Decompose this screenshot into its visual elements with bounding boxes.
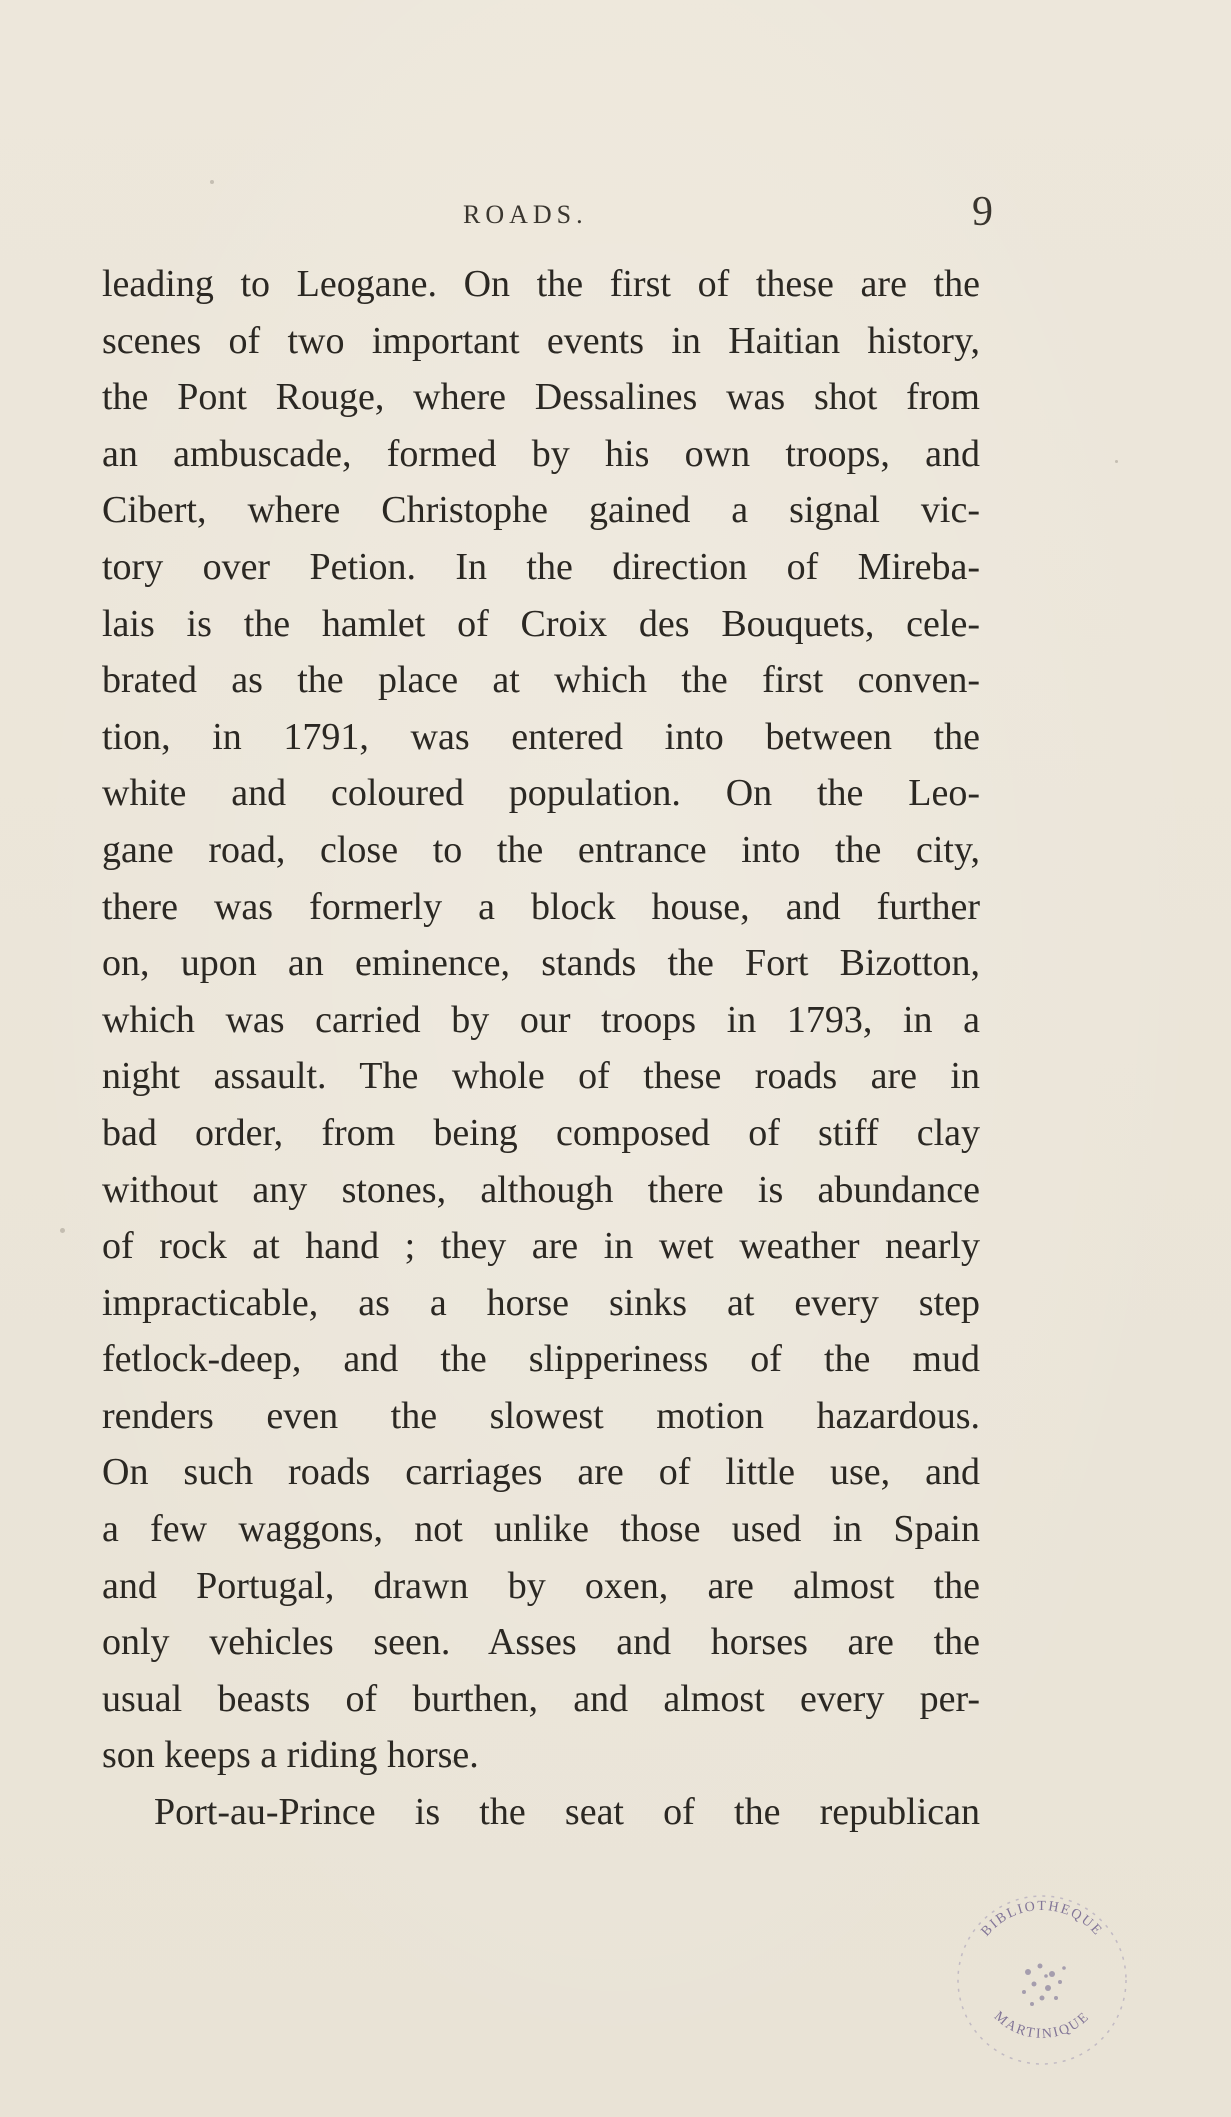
- text-line: night assault. The whole of these roads are in: [102, 1055, 980, 1098]
- stamp-top-text: BIBLIOTHEQUE: [978, 1898, 1106, 1940]
- text-line: of rock at hand ; they are in wet weather nearly: [102, 1225, 980, 1268]
- text-line: without any stones, although there is abundance: [102, 1168, 980, 1211]
- paragraph-start-line: Port-au-Prince is the seat of the republican: [154, 1791, 980, 1834]
- text-line: tion, in 1791, was entered into between the: [102, 715, 980, 758]
- text-line: lais is the hamlet of Croix des Bouquets, cele-: [102, 602, 980, 645]
- page-number: 9: [972, 189, 993, 235]
- text-line: leading to Leogane. On the first of these are the: [102, 263, 980, 305]
- text-line: Cibert, where Christophe gained a signal vic-: [102, 489, 980, 532]
- paper-speck: [60, 1228, 65, 1233]
- text-line: fetlock-deep, and the slipperiness of the mud: [102, 1338, 980, 1381]
- svg-text:BIBLIOTHEQUE: [979, 1899, 1106, 1939]
- text-line: usual beasts of burthen, and almost every per-: [102, 1677, 980, 1720]
- text-line: brated as the place at which the first conven-: [102, 659, 980, 702]
- paper-speck: [1115, 460, 1118, 463]
- text-line: which was carried by our troops in 1793, in a: [102, 998, 980, 1041]
- text-line: white and coloured population. On the Leo-: [102, 772, 980, 815]
- text-line: renders even the slowest motion hazardous.: [102, 1394, 980, 1437]
- library-stamp-seal: [948, 1880, 1136, 2068]
- library-stamp: [948, 1880, 1136, 2068]
- text-line: on, upon an eminence, stands the Fort Bizotton,: [102, 942, 980, 985]
- paper-speck: [452, 1760, 455, 1763]
- running-head: ROADS.: [463, 200, 588, 229]
- text-line: only vehicles seen. Asses and horses are the: [102, 1621, 980, 1664]
- text-line: the Pont Rouge, where Dessalines was shot from: [102, 376, 980, 419]
- text-line: On such roads carriages are of little use, and: [102, 1451, 980, 1494]
- text-line: there was formerly a block house, and further: [102, 885, 980, 928]
- paper-speck: [210, 180, 214, 184]
- text-line: bad order, from being composed of stiff clay: [102, 1111, 980, 1154]
- text-line: impracticable, as a horse sinks at every step: [102, 1281, 980, 1324]
- text-line: and Portugal, drawn by oxen, are almost the: [102, 1564, 980, 1607]
- text-line: an ambuscade, formed by his own troops, and: [102, 432, 980, 475]
- paragraph-end-line: son keeps a riding horse.: [102, 1734, 479, 1777]
- text-line: tory over Petion. In the direction of Mireba-: [102, 545, 980, 588]
- svg-text:MARTINIQUE: [991, 2009, 1093, 2042]
- text-line: gane road, close to the entrance into the city,: [102, 828, 980, 871]
- text-line: scenes of two important events in Haitian history,: [102, 319, 980, 362]
- text-line: a few waggons, not unlike those used in Spain: [102, 1508, 980, 1551]
- page-header: [100, 189, 993, 250]
- stamp-bottom-text: MARTINIQUE: [990, 2008, 1094, 2043]
- body-text: [102, 256, 980, 1841]
